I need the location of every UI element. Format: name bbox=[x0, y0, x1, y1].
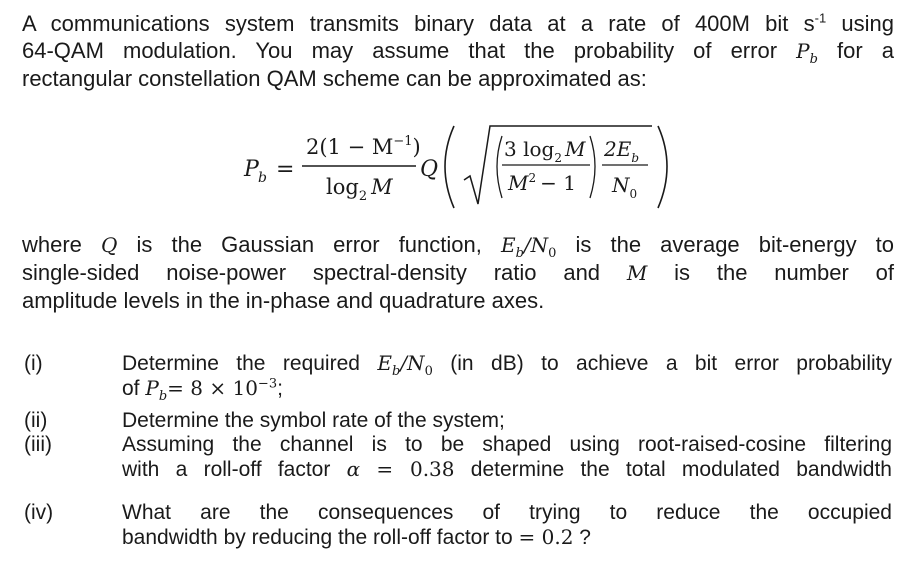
question-text bbox=[122, 432, 892, 482]
intro-line2-b: for a bbox=[836, 38, 894, 63]
ebn0-symbol: $E_b/N_0$ bbox=[377, 351, 433, 379]
where-line2: single-sided noise-power spectral-density ratio and bbox=[22, 260, 601, 285]
formula-eq: = bbox=[276, 157, 295, 182]
where-text-3: is the average bit-energy to bbox=[575, 232, 895, 257]
formula-den: $\log_2 M$ bbox=[326, 175, 393, 204]
formula-lhs: P bbox=[244, 157, 259, 182]
q3-line1: Assuming the channel is to be shaped using root-raised-cosine filtering bbox=[122, 433, 892, 456]
q1-value: = $8 \times 10^{-3}$ bbox=[167, 376, 278, 400]
q2-text: Determine the symbol rate of the system; bbox=[122, 409, 505, 432]
inner-left-paren bbox=[497, 136, 502, 198]
big-left-paren bbox=[445, 126, 454, 208]
q1-text-c: of bbox=[122, 377, 140, 400]
where-line2-end: is the number of bbox=[674, 260, 894, 285]
where-word: where bbox=[22, 232, 82, 257]
question-number: (ii) bbox=[24, 409, 48, 432]
question-number: (iii) bbox=[24, 433, 52, 456]
big-right-paren bbox=[658, 126, 667, 208]
q-symbol: Q bbox=[101, 233, 118, 257]
q1-text-a: Determine the required bbox=[122, 352, 360, 375]
inner-num: 3 $\log_2 M$ bbox=[504, 137, 586, 165]
pb-formula bbox=[240, 118, 680, 214]
alpha-value: = 0.38 bbox=[376, 457, 455, 481]
intro-line1-end: using bbox=[841, 11, 895, 36]
question-text bbox=[122, 408, 892, 433]
question-number: (i) bbox=[24, 352, 43, 375]
q4-tail: ? bbox=[579, 526, 591, 549]
where-line3: amplitude levels in the in-phase and quadrature axes. bbox=[22, 288, 545, 313]
inner-right-paren bbox=[590, 136, 595, 198]
formula-num: $2(1 - M^{-1})$ bbox=[306, 134, 421, 159]
question-text bbox=[122, 351, 893, 404]
alpha-symbol: α bbox=[346, 457, 361, 481]
q1-text-b: (in dB) to achieve a bit error probability bbox=[450, 352, 893, 375]
formula-q: Q bbox=[420, 157, 439, 182]
pb-symbol: $P_b$ bbox=[796, 39, 818, 67]
intro-line3: rectangular constellation QAM scheme can be approximated as: bbox=[22, 66, 647, 91]
q4-line1: What are the consequences of trying to reduce the occupied bbox=[122, 501, 892, 524]
ebn0-symbol: $E_b/N_0$ bbox=[500, 233, 557, 261]
ratio-num: $2E_b$ bbox=[604, 137, 640, 165]
intro-paragraph bbox=[22, 10, 894, 92]
intro-line2-a: 64-QAM modulation. You may assume that the probability of error bbox=[22, 38, 778, 63]
where-text-2: is the Gaussian error function, bbox=[136, 232, 482, 257]
formula-lhs-sub: b bbox=[258, 170, 267, 186]
intro-line1: A communications system transmits binary data at a rate of 400M bit s bbox=[22, 11, 815, 36]
formula-svg bbox=[240, 118, 680, 214]
question-text bbox=[122, 500, 892, 550]
q3-line2-a: with a roll-off factor bbox=[122, 458, 331, 481]
where-paragraph bbox=[22, 231, 894, 314]
question-number: (iv) bbox=[24, 501, 54, 524]
q3-line2-b: determine the total modulated bandwidth bbox=[470, 458, 892, 481]
intro-line1-sup: -1 bbox=[814, 10, 827, 26]
m-symbol: M bbox=[626, 261, 648, 285]
pb-symbol: $P_b$ bbox=[145, 376, 168, 404]
inner-den: $M^2 - 1$ bbox=[508, 171, 576, 195]
ratio-den: $N_0$ bbox=[612, 173, 638, 201]
q4-line2: bandwidth by reducing the roll-off factor to bbox=[122, 526, 513, 549]
q1-tail: ; bbox=[277, 377, 283, 400]
q4-value: = 0.2 bbox=[518, 525, 574, 549]
